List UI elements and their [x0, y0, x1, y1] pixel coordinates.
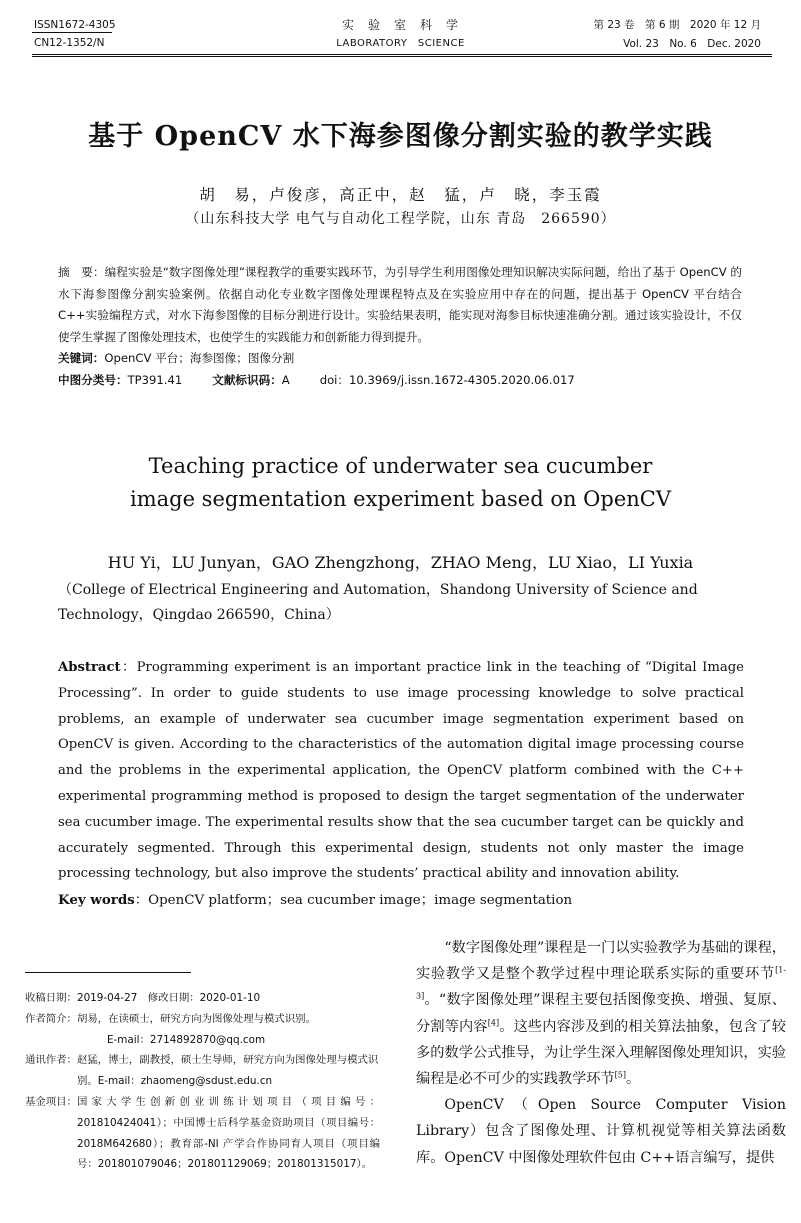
header-rule [32, 54, 772, 55]
corresponding-author [25, 1050, 380, 1092]
keywords-en [58, 889, 572, 908]
issue-cn: 第 23 卷 第 6 期 2020 年 12 月 [593, 19, 761, 31]
body-p1-part-c: 。这些内容涉及到的相关算法抽象，包含了较多的数学公式推导，为让学生深入理解图像处理知识，实验编程是必不可少的实践教学环节 [416, 1018, 786, 1088]
citation-4: [4] [487, 1017, 500, 1027]
footnote [25, 988, 380, 1175]
paper-title-cn: 基于 OpenCV 水下海参图像分割实验的教学实践 [88, 121, 713, 152]
doc-code-value: A [281, 372, 290, 387]
issn: ISSN1672-4305 [34, 19, 116, 31]
header-rule-2 [32, 56, 772, 57]
class-value: TP391.41 [127, 372, 183, 387]
journal-name-en: LABORATORY SCIENCE [336, 38, 465, 49]
funding-label: 基金项目： [25, 1095, 77, 1108]
affiliation-en: （College of Electrical Engineering and Automation，Shandong University of Science and Technology，Qingdao 266590，China） [58, 582, 698, 623]
corresponding-author-text: 赵猛，博士，副教授，硕士生导师，研究方向为图像处理与模式识别。E-mail：zhaomeng@sdust.edu.cn [76, 1054, 379, 1088]
affiliation-cn: （山东科技大学 电气与自动化工程学院，山东 青岛 266590） [185, 211, 616, 227]
paper-title-en-line2: image segmentation experiment based on OpenCV [129, 487, 672, 511]
corresponding-author-label: 通讯作者： [25, 1054, 77, 1067]
funding-text: 国家大学生创新创业训练计划项目（项目编号：201810424041）；中国博士后科学基金资助项目（项目编号：2018M642680）；教育部-NI 产学合作协同育人项目（项目编号：201801079046；201801129069；201801315017）。 [76, 1095, 380, 1171]
abstract-en [58, 655, 744, 887]
abstract-en-label: Abstract [58, 660, 121, 675]
class-label: 中图分类号： [58, 372, 128, 387]
body-paragraph-1 [416, 935, 786, 1092]
footnote-rule [25, 972, 191, 973]
journal-name-cn: 实 验 室 科 学 [341, 18, 459, 32]
doc-code-label: 文献标识码： [212, 372, 282, 387]
citation-5: [5] [614, 1070, 626, 1080]
keywords-cn-label: 关键词： [58, 351, 105, 365]
classification-line [58, 370, 742, 392]
body-p1-part-a: “数字图像处理”课程是一门以实验教学为基础的课程，实验教学又是整个教学过程中理论联系实际的重要环节 [416, 940, 786, 983]
author-bio-body: 胡易，在读硕士，研究方向为图像处理与模式识别。 [76, 1012, 316, 1025]
doi: doi：10.3969/j.issn.1672-4305.2020.06.017 [319, 372, 575, 387]
keywords-en-text: ：OpenCV platform；sea cucumber image；image segmentation [134, 893, 573, 908]
keywords-cn [58, 348, 742, 370]
abstract-cn [58, 262, 742, 391]
issn-divider [32, 32, 112, 33]
abstract-en-text: ：Programming experiment is an important practice link in the teaching of “Digital Image Processing”. In order to guide students to use image processing knowledge to solve practical problems, an example of underwater sea cucumber image segmentation experiment based on OpenCV is given. According to the characteristics of the automation digital image processing course and the problems in the experimental application, the OpenCV platform combined with the C++ experimental programming method is proposed to design the target segmentation of the underwater sea cucumber image. The experimental results show that the sea cucumber target can be quickly and accurately segmented. Through this experimental design, students not only master the image processing technology, but also improve the students’ practical ability and innovation ability. [58, 660, 744, 882]
body-p1-part-b: 。“数字图像处理”课程主要包括图像变换、增强、复原、分割等内容 [416, 992, 786, 1035]
paper-title-en-line1: Teaching practice of underwater sea cucumber [148, 454, 653, 478]
citation-1-3: [1-3] [416, 965, 786, 1001]
author-bio-text [77, 1009, 316, 1051]
issue-en: Vol. 23 No. 6 Dec. 2020 [623, 38, 761, 50]
abstract-cn-text: 编程实验是“数字图像处理”课程教学的重要实践环节，为引导学生利用图像处理知识解决实际问题，给出了基于 OpenCV 的水下海参图像分割实验案例。依据自动化专业数字图像处理课程特点及在实验应用中存在的问题，提出基于 OpenCV 平台结合 C++实验编程方式，对水下海参图像的目标分割进行设计。实验结果表明，能实现对海参目标快速准确分割。通过该实验设计，不仅使学生掌握了图像处理技术，也使学生的实践能力和创新能力得到提升。 [58, 265, 742, 344]
authors-en: HU Yi，LU Junyan，GAO Zhengzhong，ZHAO Meng，LU Xiao，LI Yuxia [107, 553, 694, 572]
body-p1-part-d: 。 [625, 1071, 641, 1088]
author-bio [25, 1009, 380, 1051]
authors-cn: 胡 易，卢俊彦，高正中，赵 猛，卢 晓，李玉霞 [199, 186, 602, 204]
received-date: 收稿日期：2019-04-27 修改日期：2020-01-10 [25, 992, 261, 1004]
author-email: E-mail：2714892870@qq.com [106, 1033, 266, 1046]
funding [25, 1092, 380, 1175]
keywords-en-label: Key words [58, 892, 135, 908]
body-text [416, 935, 786, 1171]
author-bio-label: 作者简介： [25, 1012, 77, 1025]
abstract-cn-label: 摘 要： [58, 265, 105, 279]
cn-number: CN12-1352/N [34, 37, 105, 49]
body-paragraph-2: OpenCV（Open Source Computer Vision Library）包含了图像处理、计算机视觉等相关算法函数库。OpenCV 中图像处理软件包由 C++语言编写，提供 [416, 1097, 786, 1166]
keywords-cn-text: OpenCV 平台；海参图像；图像分割 [104, 351, 295, 365]
